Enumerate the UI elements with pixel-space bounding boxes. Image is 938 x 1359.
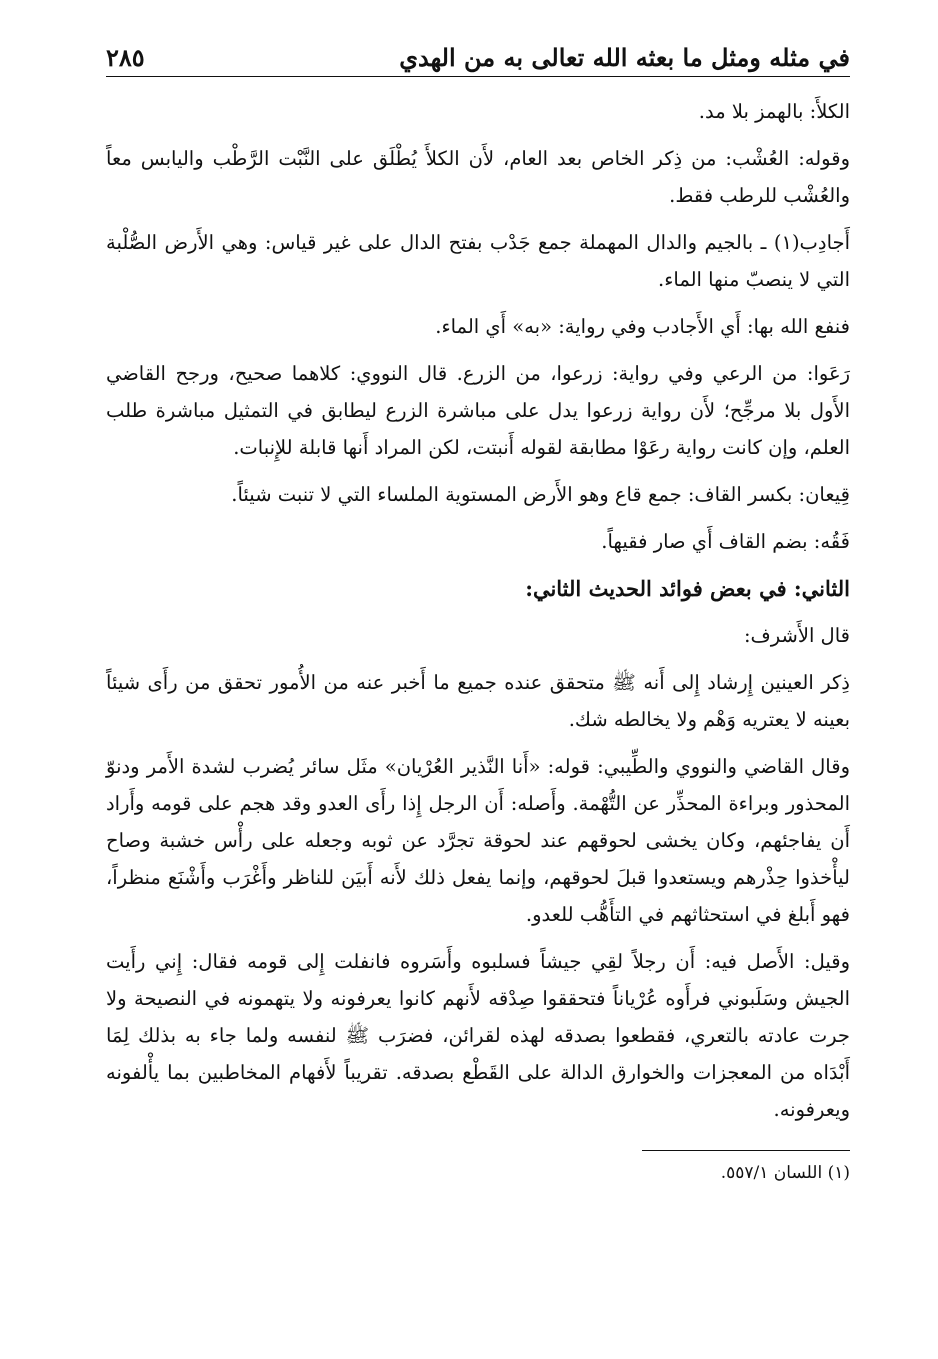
paragraph: الكلأَ: بالهمز بلا مد. [698,100,850,123]
paragraph: وقيل: الأَصل فيه: أَن رجلاً لقِي جيشاً فسلبوه وأَسَروه فانفلت إِلى قومه فقال: إِني رأَيت الجيش وسَلَبوني فرأَوه عُرْياناً فتحققوا صِدْقه لأَنهم كانوا يعرفونه ولا يتهمونه في النصيحة ولا جرت عادته بالتعري، فقطعوا بصدقه لهذه لقرائن، فضرَب ﷺ لنفسه ولما جاء به بذلك لِمَا أَبْدَاه من المعجزات والخوارق الدالة على القَطْع بصدقه. تقريباً لأَفهام المخاطبين بما يأْلفونه ويعرفونه. [106,950,850,1121]
paragraph: ذِكر العينين إِرشاد إِلى أَنه ﷺ متحقق عنده جميع ما أَخبر عنه من الأُمور تحقق من رأَى شيئاً بعينه لا يعتريه وَهْم ولا يخالطه شك. [106,671,850,731]
page-body [106,93,850,1128]
paragraph: رَعَوا: من الرعي وفي رواية: زرعوا، من الزرع. قال النووي: كلاهما صحيح، ورجح القاضي الأَول بلا مرجِّح؛ لأَن رواية زرعوا يدل على مباشرة الزرع ليطابق في التمثيل مباشرة طلب العلم، وإن كانت رواية رعَوْا مطابقة لقوله أَنبتت، لكن المراد أَنها قابلة للإِنبات. [106,362,850,459]
footnote: (١) اللسان ٥٥٧/١. [720,1163,850,1183]
paragraph: فَقُه: بضم القاف أَي صار فقيهاً. [601,530,850,553]
paragraph: قِيعان: بكسر القاف: جمع قاع وهو الأَرض المستوية الملساء التي لا تنبت شيئاً. [231,483,850,506]
paragraph: فنفع الله بها: أَي الأَجادب وفي رواية: «به» أَي الماء. [435,315,850,338]
paragraph: قال الأَشرف: [743,624,850,647]
running-title: في مثله ومثل ما بعثه الله تعالى به من الهدي [399,43,850,72]
page-number: ٢٨٥ [106,43,145,72]
running-header [106,38,850,77]
paragraph: وقوله: العُشْب: من ذِكر الخاص بعد العام، لأَن الكلأَ يُطْلَق على النَّبْت الرَّطْب واليابس معاً والعُشْب للرطب فقط. [106,147,850,207]
footnote-divider [642,1150,850,1151]
paragraph: أَجادِب(١) ـ بالجيم والدال المهملة جمع جَدْب بفتح الدال على غير قياس: وهي الأَرض الصُّلْبة التي لا ينصبّ منها الماء. [106,231,850,291]
section-heading: الثاني: في بعض فوائد الحديث الثاني: [525,576,850,601]
paragraph: وقال القاضي والنووي والطِّيبي: قوله: «أَنا النَّذير العُرْيان» مثَل سائر يُضرب لشدة الأَمر ودنوّ المحذور وبراءة المحذِّر عن التُّهْمة. وأَصله: أَن الرجل إِذا رأَى العدو وقد هجم على قومه وأَراد أَن يفاجئهم، وكان يخشى لحوقهم عند لحوقة تجرَّد عن ثوبه وجعله على رأْس خشبة وصاح ليأْخذوا حِذْرهم ويستعدوا قبلَ لحوقهم، وإنما يفعل ذلك لأَنه أَبيَن للناظر وأَغْرَب وأَشْنَع منظراً، فهو أَبلغ في استحثاثهم في التأَهُّب للعدو. [106,755,850,926]
